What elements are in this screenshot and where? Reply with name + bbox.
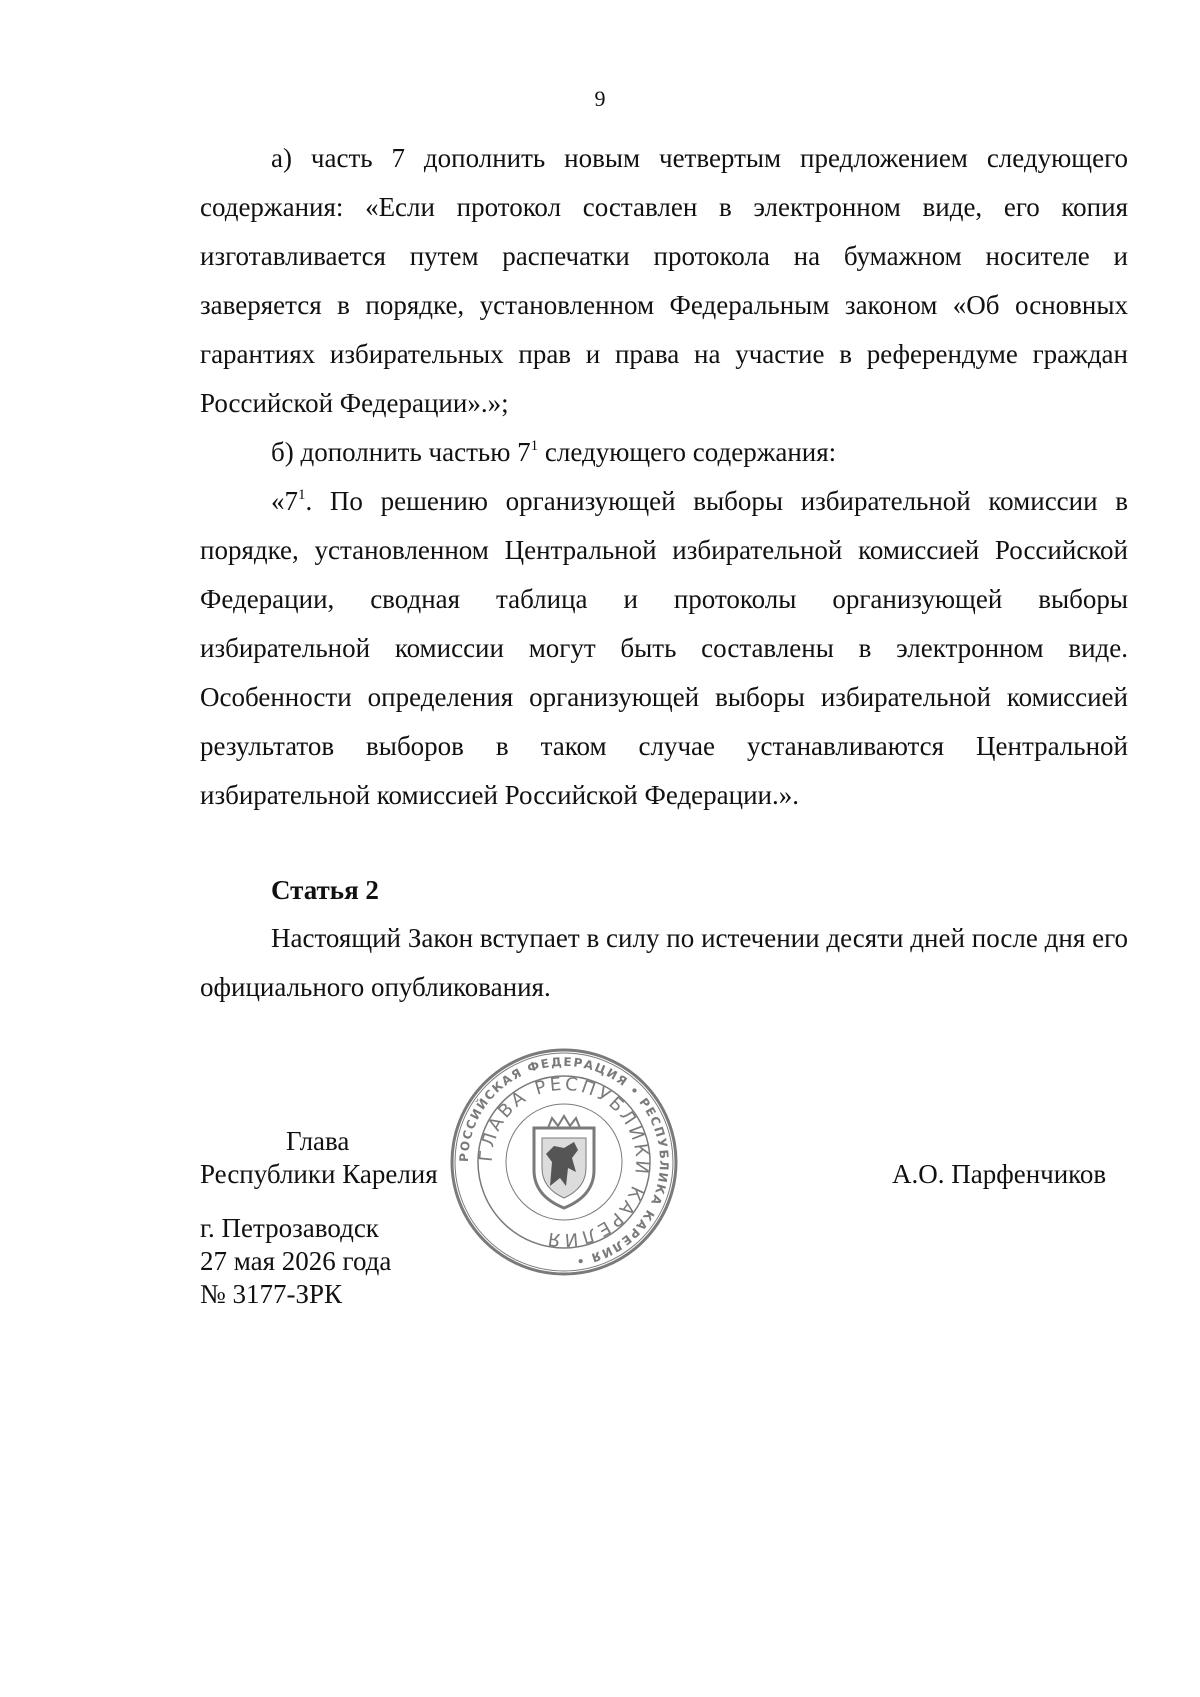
amendments-block <box>200 134 1128 820</box>
amendment-7-1-superscript: 1 <box>298 487 306 503</box>
page-number: 9 <box>594 86 606 111</box>
signing-date: 27 мая 2026 года <box>200 1246 392 1276</box>
official-seal <box>448 1046 680 1278</box>
seal-inner-text: ГЛАВА РЕСПУБЛИКИ КАРЕЛИЯ <box>475 1073 653 1251</box>
amendment-b-superscript: 1 <box>530 438 539 454</box>
amendment-7-1 <box>200 477 1128 820</box>
coat-of-arms-icon <box>534 1116 594 1208</box>
seal-outer-text: РОССИЙСКАЯ ФЕДЕРАЦИЯ • РЕСПУБЛИКА КАРЕЛИЯ • <box>456 1054 672 1269</box>
amendment-7-1-text: . По решению организующей выборы избирательной комиссии в порядке, установленном Центральной избирательной комиссией Российской Федерации, сводная таблица и протоколы организующей выборы избирательной комиссии могут быть составлены в электронном виде. Особенности определения организующей выборы избирательной комиссией результатов выборов в таком случае устанавливаются Центральной избирательной комиссией Российской Федерации.». <box>200 486 1128 810</box>
law-number: № 3177-ЗРК <box>200 1279 343 1309</box>
signatory-title-line1: Глава <box>286 1126 350 1156</box>
amendment-b-text: б) дополнить частью 7 <box>271 437 531 467</box>
amendment-b-text-end: следующего содержания: <box>538 437 837 467</box>
amendment-7-1-opening: «7 <box>271 486 298 516</box>
article-2-text: Настоящий Закон вступает в силу по истечении десяти дней после дня его официального опубликования. <box>200 923 1128 1002</box>
article-2-title: Статья 2 <box>271 875 379 905</box>
article-2-body <box>200 914 1128 1012</box>
signatory-name: А.О. Парфенчиков <box>892 1159 1107 1189</box>
signing-city: г. Петрозаводск <box>200 1213 379 1243</box>
amendment-b <box>200 428 1128 477</box>
signatory-title-line2: Республики Карелия <box>200 1159 438 1189</box>
amendment-a: а) часть 7 дополнить новым четвертым предложением следующего содержания: «Если протокол составлен в электронном виде, его копия изготавливается путем распечатки протокола на бумажном носителе и заверяется в порядке, установленном Федеральным законом «Об основных гарантиях избирательных прав и права на участие в референдуме граждан Российской Федерации».»; <box>200 143 1128 418</box>
